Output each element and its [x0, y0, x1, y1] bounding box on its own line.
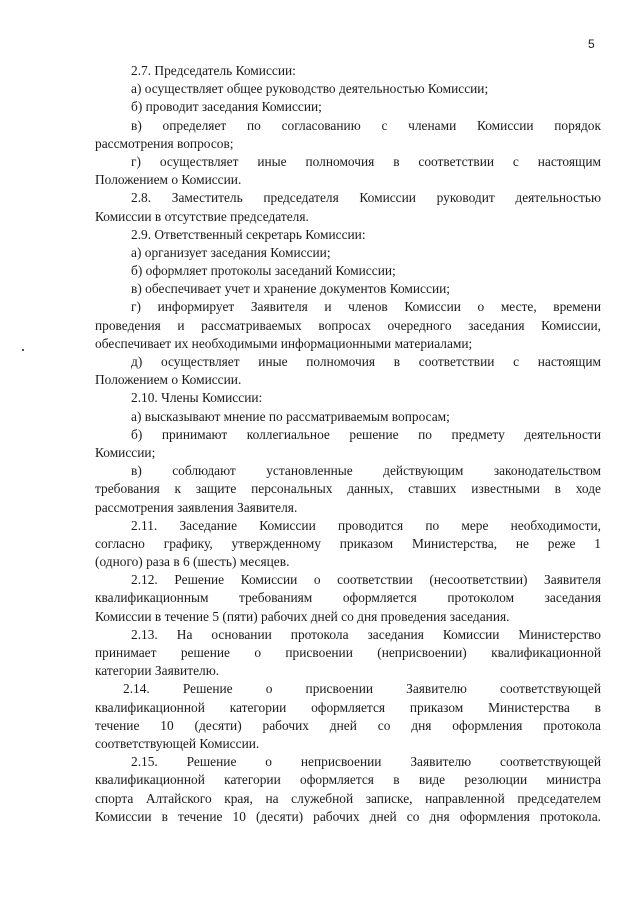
- paragraph: 2.15. Решение о неприсвоении Заявителю соответствующей: [131, 754, 601, 770]
- paragraph: 2.14. Решение о присвоении Заявителю соответствующей: [123, 681, 601, 697]
- list-item-continuation: рассмотрения вопросов;: [95, 135, 234, 151]
- paragraph-continuation: (одного) раза в 6 (шесть) месяцев.: [95, 554, 290, 570]
- list-item-continuation: рассмотрения заявления Заявителя.: [95, 499, 298, 515]
- paragraph: 2.8. Заместитель председателя Комиссии руководит деятельностью: [131, 190, 601, 206]
- document-body: [95, 62, 601, 826]
- list-item: в) определяет по согласованию с членами Комиссии порядок: [131, 117, 601, 133]
- list-item-continuation: требования к защите персональных данных, ставших известными в ходе: [95, 481, 601, 497]
- list-item: а) организует заседания Комиссии;: [131, 244, 331, 260]
- paragraph: 2.12. Решение Комиссии о соответствии (несоответствии) Заявителя: [131, 572, 601, 588]
- list-item: а) осуществляет общее руководство деятельностью Комиссии;: [131, 81, 489, 97]
- paragraph-continuation: соответствующей Комиссии.: [95, 735, 260, 751]
- paragraph: 2.13. На основании протокола заседания Комиссии Министерство: [131, 626, 601, 642]
- list-item: б) оформляет протоколы заседаний Комиссии;: [131, 263, 396, 279]
- paragraph-continuation: категории Заявителю.: [95, 663, 220, 679]
- list-item: б) проводит заседания Комиссии;: [131, 99, 322, 115]
- section-heading: 2.7. Председатель Комиссии:: [131, 63, 296, 78]
- list-item: б) принимают коллегиальное решение по предмету деятельности: [131, 426, 601, 442]
- list-item-continuation: Комиссии;: [95, 444, 156, 460]
- list-item: д) осуществляет иные полномочия в соответствии с настоящим: [131, 354, 601, 369]
- list-item: а) высказывают мнение по рассматриваемым вопросам;: [131, 408, 450, 424]
- paragraph-continuation: течение 10 (десяти) рабочих дней со дня оформления протокола: [95, 717, 601, 733]
- list-item: в) обеспечивает учет и хранение документов Комиссии;: [131, 281, 450, 297]
- list-item-continuation: Положением о Комиссии.: [95, 172, 242, 188]
- page-number: 5: [588, 37, 595, 51]
- paragraph-continuation: Комиссии в отсутствие председателя.: [95, 208, 309, 224]
- section-heading: 2.10. Члены Комиссии:: [131, 390, 263, 406]
- paragraph-continuation: спорта Алтайского края, на служебной записке, направленной председателем: [95, 790, 601, 806]
- scan-speck: [22, 349, 24, 351]
- paragraph-continuation: квалификационной категории оформляется приказом Министерства в: [95, 699, 601, 715]
- list-item-continuation: обеспечивает их необходимыми информационными материалами;: [95, 335, 473, 351]
- paragraph-continuation: Комиссии в течение 10 (десяти) рабочих дней со дня оформления протокола.: [95, 808, 601, 824]
- list-item-continuation: проведения и рассматриваемых вопросах очередного заседания Комиссии,: [95, 317, 601, 333]
- list-item: г) осуществляет иные полномочия в соответствии с настоящим: [131, 153, 601, 169]
- paragraph-continuation: Комиссии в течение 5 (пяти) рабочих дней со дня проведения заседания.: [95, 608, 510, 624]
- list-item-continuation: Положением о Комиссии.: [95, 372, 242, 388]
- list-item: г) информирует Заявителя и членов Комиссии о месте, времени: [131, 299, 601, 315]
- paragraph-continuation: согласно графику, утвержденному приказом Министерства, не реже 1: [95, 535, 601, 551]
- paragraph: 2.11. Заседание Комиссии проводится по мере необходимости,: [131, 517, 601, 533]
- section-heading: 2.9. Ответственный секретарь Комиссии:: [131, 226, 366, 242]
- paragraph-continuation: принимает решение о присвоении (неприсвоении) квалификационной: [95, 645, 601, 660]
- paragraph-continuation: квалификационной категории оформляется в виде резолюции министра: [95, 772, 601, 788]
- list-item: в) соблюдают установленные действующим законодательством: [131, 463, 601, 479]
- paragraph-continuation: квалификационным требованиям оформляется протоколом заседания: [95, 590, 601, 606]
